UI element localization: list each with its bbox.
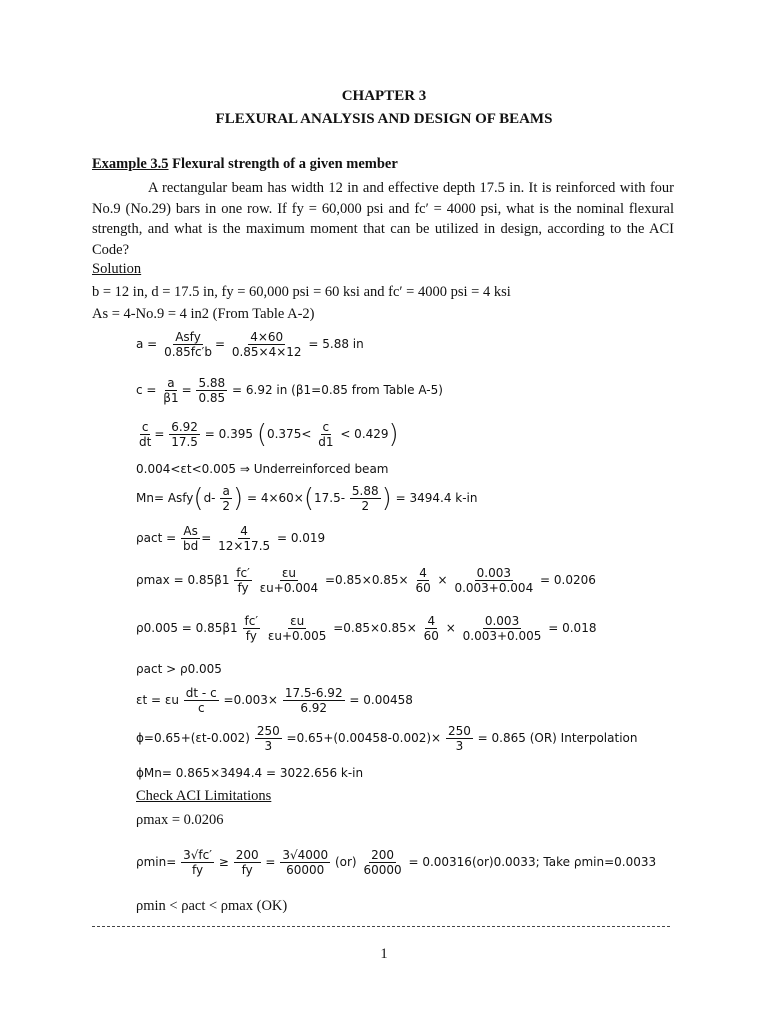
example-heading	[92, 156, 398, 173]
equation-et: εt = εu $\frac{dt - c}{c}$ =0.003× $\frac{17.5-6.92}{6.92}$ = 0.00458	[136, 686, 413, 715]
fraction: $\frac{\text{Asfy}}{0.85fc'b}$	[164, 330, 212, 359]
problem-statement: A rectangular beam has width 12 in and effective depth 17.5 in. It is reinforced with four No.9 (No.29) bars in one row. If fy = 60,000 psi and fc′ = 4000 psi, what is the nominal flexural strength, and what is the maximum moment that can be utilized in design, according to the ACI Code?	[92, 180, 674, 258]
equation-c: c = $\frac{a}{\beta 1}$ = $\frac{5.88}{0.85}$ = 6.92 in (β1=0.85 from Table A-5)	[136, 376, 443, 405]
equation-a: a = $\frac{\text{Asfy}}{0.85fc'b}$ = $\frac{4\times 60}{0.85\times 4\times 12}$ = 5.88 in	[136, 330, 364, 359]
given-values: b = 12 in, d = 17.5 in, fy = 60,000 psi = 60 ksi and fc′ = 4000 psi = 4 ksi	[92, 284, 511, 300]
chapter-title: FLEXURAL ANALYSIS AND DESIGN OF BEAMS	[215, 111, 553, 127]
page-divider	[92, 926, 670, 927]
solution-heading: Solution	[92, 261, 142, 277]
rho-comparison: ρact > ρ0.005	[136, 662, 222, 676]
equation-rho-min: ρmin= $\frac{3√fc'}{fy}$ ≥ $\frac{200}{fy}$ = $\frac{3√4000}{60000}$ (or) $\frac{200}{60000}$ = 0.00316(or)0.0033; Take ρmin=0.0033	[136, 848, 657, 877]
equation-rho-max: ρmax = 0.85β1 $\frac{fc'}{fy}$ $\frac{\varepsilon u}{\varepsilon u+0.004}$ =0.85×0.85× $\frac{4}{60}$ × $\frac{0.003}{0.003+0.004}$ = 0.0206	[136, 566, 596, 595]
equation-rho-act: ρact = $\frac{As}{bd}$ = $\frac{4}{12\times 17.5}$ = 0.019	[136, 524, 326, 553]
equation-rho-005: ρ0.005 = 0.85β1 $\frac{fc'}{fy}$ $\frac{\varepsilon u}{\varepsilon u+0.005}$ =0.85×0.85× $\frac{4}{60}$ × $\frac{0.003}{0.003+0.005}$ = 0.018	[136, 614, 597, 643]
page-number: 1	[380, 946, 388, 962]
example-label: Example 3.5	[92, 156, 169, 172]
equation-c-over-dt: $\frac{c}{dt}$ = $\frac{6.92}{17.5}$ = 0.395 (0.375< $\frac{c}{d1}$ < 0.429)	[139, 419, 399, 450]
strain-check: 0.004<εt<0.005 ⇒ Underreinforced beam	[136, 462, 389, 476]
rho-max-value: ρmax = 0.0206	[136, 812, 224, 828]
check-heading: Check ACI Limitations	[136, 788, 272, 804]
fraction: $\frac{4\times 60}{0.85\times 4\times 12}$	[231, 330, 302, 359]
chapter-heading: CHAPTER 3	[341, 88, 427, 104]
steel-area: As = 4-No.9 = 4 in2 (From Table A-2)	[92, 306, 315, 322]
equation-mn: Mn= Asfy(d- $\frac{a}{2}$ ) = 4×60×(17.5- $\frac{5.88}{2}$ ) = 3494.4 k-in	[136, 483, 478, 514]
equation-phi-mn: ϕMn= 0.865×3494.4 = 3022.656 k-in	[136, 766, 364, 780]
example-title: Flexural strength of a given member	[168, 156, 398, 172]
equation-phi: ϕ=0.65+(εt-0.002) $\frac{250}{3}$ =0.65+(0.00458-0.002)× $\frac{250}{3}$ = 0.865 (OR) Interpolation	[136, 724, 638, 753]
final-check: ρmin < ρact < ρmax (OK)	[136, 898, 288, 914]
